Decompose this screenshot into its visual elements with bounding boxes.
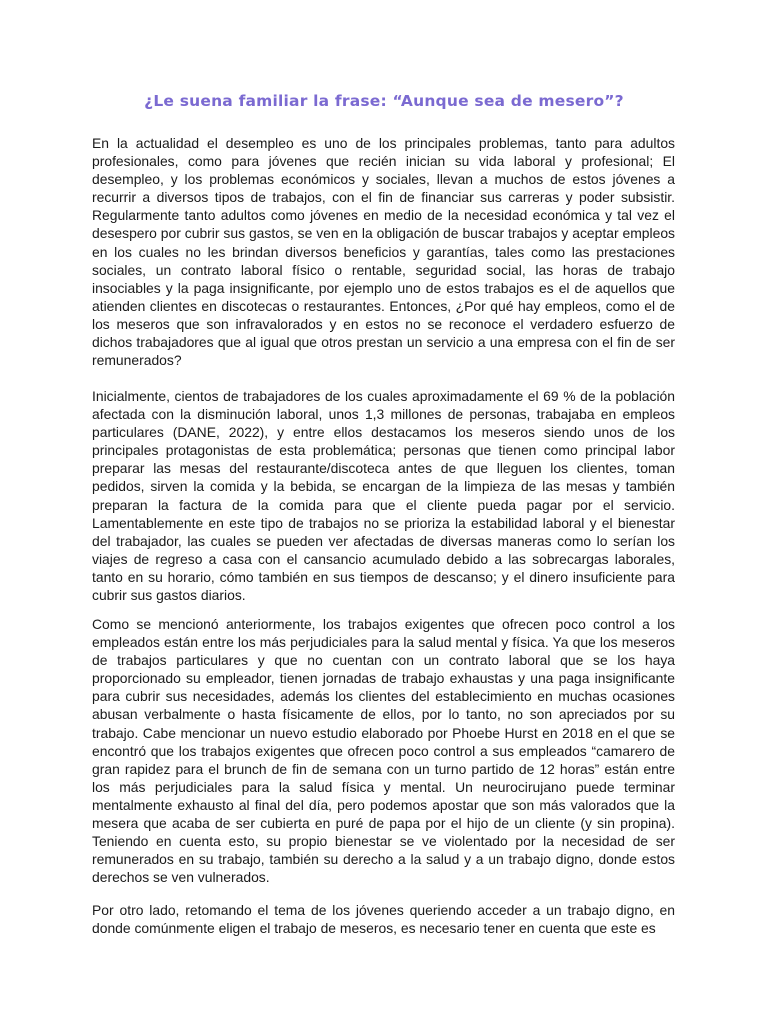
page-title: ¿Le suena familiar la frase: “Aunque sea de mesero”? bbox=[144, 92, 624, 110]
paragraph-1: En la actualidad el desempleo es uno de los principales problemas, tanto para adultos profesionales, como para jóvenes que recién inician su vida laboral y profesional; El desempleo, y los problemas económicos y sociales, llevan a muchos de estos jóvenes a recurrir a diversos tipos de trabajos, con el fin de financiar sus carreras y poder subsistir. Regularmente tanto adultos como jóvenes en medio de la necesidad económica y tal vez el desespero por cubrir sus gastos, se ven en la obligación de buscar trabajos y aceptar empleos en los cuales no les brindan diversos beneficios y garantías, tales como las prestaciones sociales, un contrato laboral físico o rentable, seguridad social, las horas de trabajo insociables y la paga insignificante, por ejemplo uno de estos trabajos es el de aquellos que atienden clientes en discotecas o restaurantes. Entonces, ¿Por qué hay empleos, como el de los meseros que son infravalorados y en estos no se reconoce el verdadero esfuerzo de dichos trabajadores que al igual que otros prestan un servicio a una empresa con el fin de ser remunerados? bbox=[92, 135, 675, 369]
paragraph-2: Inicialmente, cientos de trabajadores de los cuales aproximadamente el 69 % de la población afectada con la disminución laboral, unos 1,3 millones de personas, trabajaba en empleos particulares (DANE, 2022), y entre ellos destacamos los meseros siendo unos de los principales protagonistas de esta problemática; personas que tienen como principal labor preparar las mesas del restaurante/discoteca antes de que lleguen los clientes, toman pedidos, sirven la comida y la bebida, se encargan de la limpieza de las mesas y también preparan la factura de la comida para que el cliente pueda pagar por el servicio. Lamentablemente en este tipo de trabajos no se prioriza la estabilidad laboral y el bienestar del trabajador, las cuales se pueden ver afectadas de diversas maneras como lo serían los viajes de regreso a casa con el cansancio acumulado debido a las sobrecargas laborales, tanto en su horario, cómo también en sus tiempos de descanso; y el dinero insuficiente para cubrir sus gastos diarios. bbox=[92, 388, 675, 604]
paragraph-4: Por otro lado, retomando el tema de los jóvenes queriendo acceder a un trabajo digno, en donde comúnmente eligen el trabajo de meseros, es necesario tener en cuenta que este es bbox=[92, 902, 675, 937]
paragraph-3: Como se mencionó anteriormente, los trabajos exigentes que ofrecen poco control a los empleados están entre los más perjudiciales para la salud mental y física. Ya que los meseros de trabajos particulares y que no cuentan con un contrato laboral que se los haya proporcionado su empleador, tienen jornadas de trabajo exhaustas y una paga insignificante para cubrir sus necesidades, además los clientes del establecimiento en muchas ocasiones abusan verbalmente o hasta físicamente de ellos, por lo tanto, no son apreciados por su trabajo. Cabe mencionar un nuevo estudio elaborado por Phoebe Hurst en 2018 en el que se encontró que los trabajos exigentes que ofrecen poco control a sus empleados “camarero de gran rapidez para el brunch de fin de semana con un turno partido de 12 horas” están entre los más perjudiciales para la salud física y mental. Un neurocirujano puede terminar mentalmente exhausto al final del día, pero podemos apostar que son más valorados que la mesera que acaba de ser cubierta en puré de papa por el hijo de un cliente (y sin propina). Teniendo en cuenta esto, su propio bienestar se ve violentado por la necesidad de ser remunerados en su trabajo, también su derecho a la salud y a un trabajo digno, donde estos derechos se ven vulnerados. bbox=[92, 616, 675, 886]
